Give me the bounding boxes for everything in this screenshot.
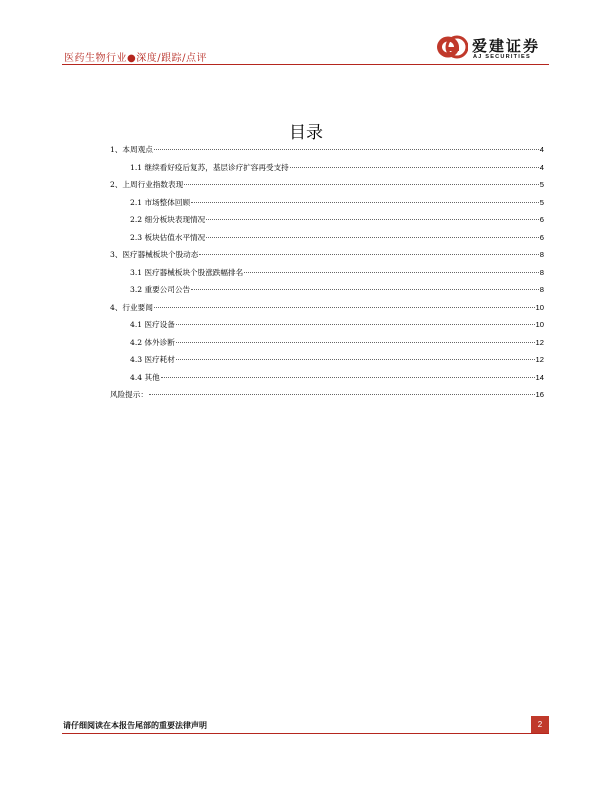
toc-entry-label: 4、行业要闻 xyxy=(110,302,153,312)
toc-entry-page: 10 xyxy=(535,302,544,312)
toc-entry[interactable] xyxy=(110,179,544,197)
toc-entry-page: 8 xyxy=(539,267,544,277)
toc-entry-label: 2.2 细分板块表现情况 xyxy=(130,215,206,224)
legal-disclaimer: 请仔细阅读在本报告尾部的重要法律声明 xyxy=(63,721,207,730)
toc-entry-page: 6 xyxy=(539,232,544,242)
toc-entry-label: 3.2 重要公司公告 xyxy=(130,285,191,294)
page-number: 2 xyxy=(531,716,549,733)
toc-entry-page: 8 xyxy=(539,250,544,259)
toc-entry-page: 4 xyxy=(539,145,544,154)
table-of-contents xyxy=(110,144,544,407)
toc-dot-leader xyxy=(154,307,535,308)
toc-entry[interactable] xyxy=(110,197,544,215)
toc-entry-page: 6 xyxy=(539,215,544,224)
toc-dot-leader xyxy=(176,342,535,343)
toc-entry[interactable] xyxy=(110,267,544,285)
toc-dot-leader xyxy=(206,219,539,220)
toc-entry-label: 2、上周行业指数表现 xyxy=(110,180,184,189)
toc-entry[interactable] xyxy=(110,389,544,407)
toc-entry-label: 1.1 继续看好疫后复苏，基层诊疗扩容再受支持 xyxy=(130,162,289,172)
header-divider xyxy=(62,64,549,65)
toc-dot-leader xyxy=(176,324,535,325)
toc-entry-label: 4.1 医疗设备 xyxy=(130,320,175,329)
aj-logo-icon xyxy=(436,35,468,59)
toc-entry-page: 5 xyxy=(539,180,544,189)
toc-entry[interactable] xyxy=(110,249,544,267)
toc-dot-leader xyxy=(206,237,539,238)
toc-entry-page: 5 xyxy=(539,197,544,207)
toc-entry[interactable] xyxy=(110,372,544,390)
toc-dot-leader xyxy=(244,272,539,273)
toc-dot-leader xyxy=(161,377,535,378)
toc-entry-page: 12 xyxy=(535,355,544,364)
toc-entry-label: 风险提示： xyxy=(110,390,148,399)
toc-entry-label: 3.1 医疗器械板块个股涨跌幅排名 xyxy=(130,267,244,277)
toc-entry[interactable] xyxy=(110,319,544,337)
toc-dot-leader xyxy=(154,149,539,150)
toc-dot-leader xyxy=(191,202,539,203)
report-category: 医药生物行业●深度/跟踪/点评 xyxy=(64,53,207,64)
toc-entry[interactable] xyxy=(110,214,544,232)
toc-entry-label: 2.3 板块估值水平情况 xyxy=(130,232,206,242)
toc-entry-page: 12 xyxy=(535,337,544,347)
toc-entry[interactable] xyxy=(110,232,544,250)
toc-title: 目录 xyxy=(289,123,323,143)
brand-name-en: AJ SECURITIES xyxy=(473,54,531,60)
toc-entry-page: 4 xyxy=(539,162,544,172)
toc-entry-page: 10 xyxy=(535,320,544,329)
footer-divider xyxy=(62,733,549,734)
toc-entry-page: 8 xyxy=(539,285,544,294)
toc-entry-label: 3、医疗器械板块个股动态 xyxy=(110,250,199,259)
toc-entry-label: 4.2 体外诊断 xyxy=(130,337,175,347)
toc-entry[interactable] xyxy=(110,162,544,180)
toc-entry[interactable] xyxy=(110,302,544,320)
toc-dot-leader xyxy=(290,167,539,168)
toc-dot-leader xyxy=(199,254,538,255)
toc-dot-leader xyxy=(176,359,535,360)
toc-entry-label: 2.1 市场整体回顾 xyxy=(130,197,191,207)
toc-entry[interactable] xyxy=(110,337,544,355)
toc-dot-leader xyxy=(184,184,539,185)
toc-entry-page: 14 xyxy=(535,372,544,382)
toc-entry-label: 1、本周观点 xyxy=(110,145,153,154)
toc-entry-page: 16 xyxy=(535,390,544,399)
toc-entry[interactable] xyxy=(110,144,544,162)
toc-dot-leader xyxy=(191,289,539,290)
toc-dot-leader xyxy=(149,394,535,395)
brand-logo xyxy=(436,33,550,63)
toc-entry[interactable] xyxy=(110,354,544,372)
toc-entry-label: 4.3 医疗耗材 xyxy=(130,355,175,364)
brand-name-cn: 爱建证券 xyxy=(472,37,541,55)
toc-entry-label: 4.4 其他 xyxy=(130,372,160,382)
toc-entry[interactable] xyxy=(110,284,544,302)
